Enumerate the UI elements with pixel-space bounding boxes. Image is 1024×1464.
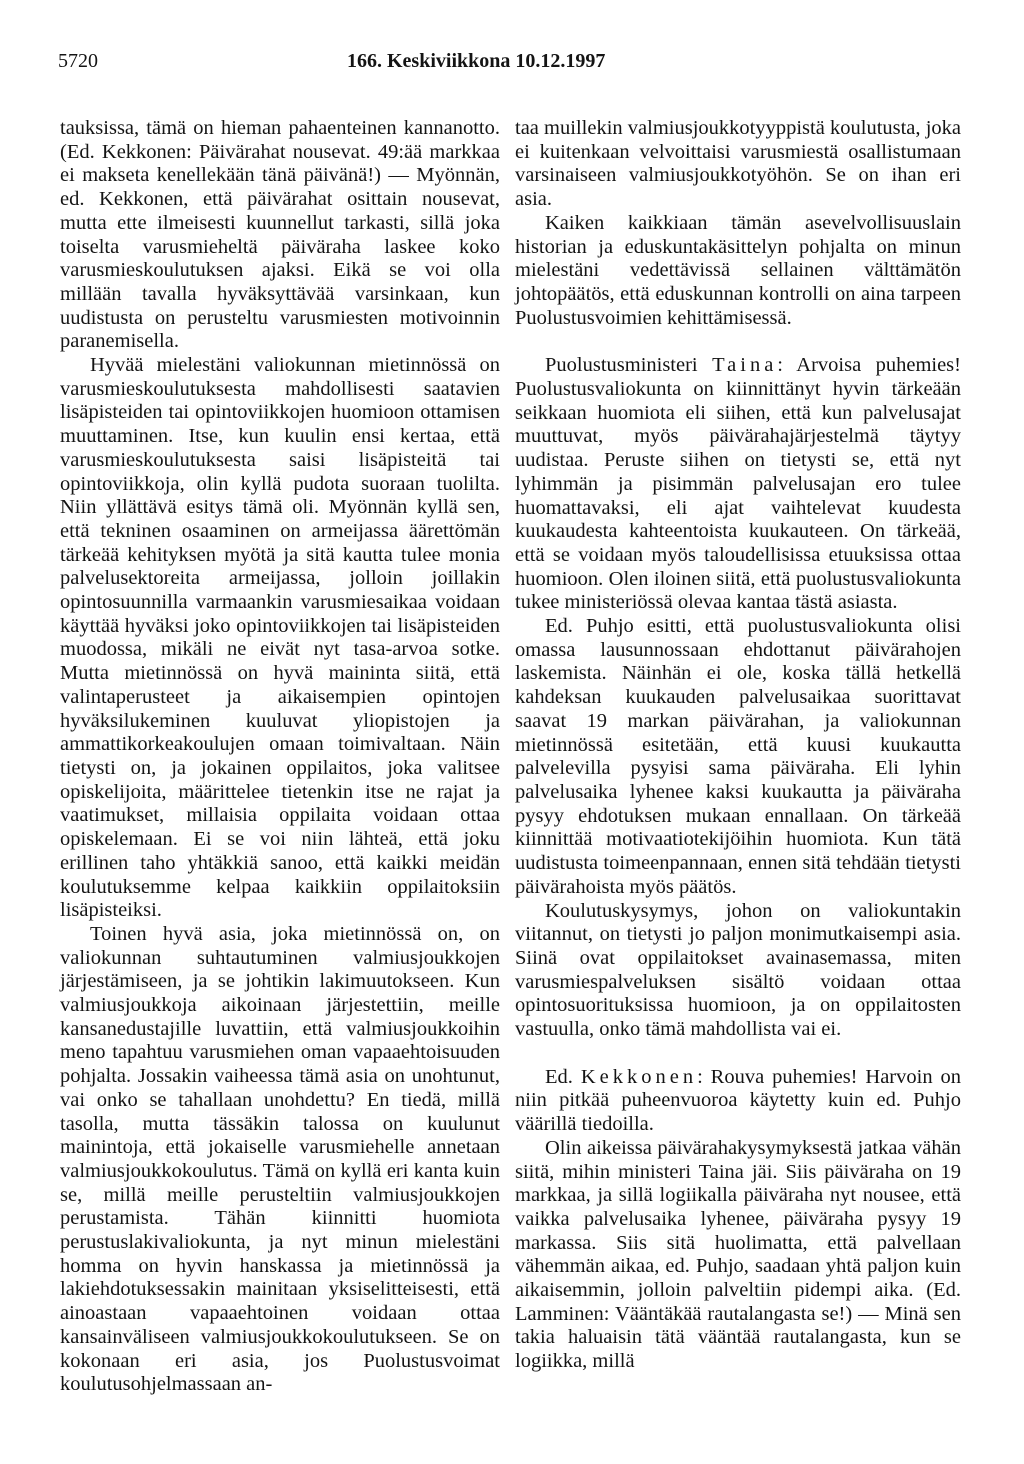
speaker-name: Kekkonen — [580, 1065, 698, 1088]
speech-text: : Rouva puhemies! Harvoin on niin pitkää puheenvuoroa käytetty kuin ed. Puhjo väärillä tiedoilla. — [515, 1065, 961, 1136]
speech-taina — [515, 354, 961, 615]
paragraph: Hyvää mielestäni valiokunnan mietinnössä on varusmieskoulutuksesta mahdollisesti saatavien lisäpisteiden tai opintoviikkojen huomioon ottamisen muuttaminen. Itse, kun kuulin ensi kertaa, että varusmieskoulutuksesta saisi lisäpisteitä tai opintoviikkoja, olin kyllä pudota suoraan tuolilta. Niin yllättävä esitys tämä oli. Myönnän kyllä sen, että tekninen osaaminen on armeijassa äärettömän tärkeää kehityksen myötä ja sitä kautta tulee monia palvelusektoreita armeijassa, jolloin joillakin opintosuunnilla varmaankin varusmiesaikaa voidaan käyttää hyväksi joko opintoviikkojen tai lisäpisteiden muodossa, mikäli ne eivät nyt tasa-arvoa sotke. Mutta mietinnössä on hyvä maininta siitä, että valintaperusteet ja aikaisempien opintojen hyväksilukeminen kuuluvat yliopistojen ja ammattikorkeakoulujen omaan toimivaltaan. Näin tietysti on, ja jokainen oppilaitos, joka valitsee opiskelijoita, määrittelee tietenkin itse ne rajat ja vaatimukset, millaisia oppilaita voidaan ottaa opiskelemaan. Ei se voi niin lähteä, että joku erillinen taho yhtäkkiä sanoo, että kaikki meidän koulutuksemme kelpaa kaikkiin oppilaitoksiin lisäpisteiksi. — [60, 354, 500, 922]
right-column — [515, 117, 961, 1374]
speaker-name: Taina — [712, 354, 778, 377]
paragraph: tauksissa, tämä on hieman pahaenteinen kannanotto. (Ed. Kekkonen: Päivärahat nousevat. 49:ää markkaa ei makseta kenellekään tänä päivänä!) — Myönnän, ed. Kekkonen, että päivärahat osittain nousevat, mutta ette ilmeisesti kuunnellut tarkasti, sillä joka toiselta varusmieheltä päiväraha laskee koko varusmieskoulutuksen ajaksi. Eikä se voi olla millään tavalla hyväksyttävää varsinkaan, kun uudistusta on perusteltu varusmiesten motivoinnin paranemisella. — [60, 117, 500, 353]
paragraph: Ed. Puhjo esitti, että puolustusvaliokunta olisi omassa lausunnossaan ehdottanut päivärahojen laskemista. Näinhän ei ole, koska tällä hetkellä kahdeksan kuukauden palvelusaikaa suorittavat saavat 19 markan päivärahan, ja valiokunnan mietinnössä esitetään, että kuusi kuukautta palvelevilla pysyisi sama päiväraha. Eli lyhin palvelusaika lyhenee kaksi kuukautta ja päiväraha pysyy ehdotuksen mukaan ennallaan. On tärkeää kiinnittää motivaatiotekijöihin huomiota. Kun tätä uudistusta toimeenpannaan, ennen sitä tehdään tietysti päivärahoista myös päätös. — [515, 615, 961, 898]
paragraph: Olin aikeissa päivärahakysymyksestä jatkaa vähän siitä, mihin ministeri Taina jäi. Siis päiväraha on 19 markkaa, ja sillä logiikalla päiväraha nyt nousee, että vaikka palvelusaika lyhenee, päiväraha pysyy 19 markassa. Siis sitä huolimatta, että palvellaan vähemmän aikaa, ed. Puhjo, saadaan yhtä paljon kuin aikaisemmin, jolloin palveltiin pidempi aika. (Ed. Lamminen: Vääntäkää rautalangasta se!) — Minä sen takia haluaisin tätä vääntää rautalangasta, kun se logiikka, millä — [515, 1136, 961, 1373]
session-title: 166. Keskiviikkona 10.12.1997 — [347, 50, 606, 72]
paragraph: Koulutuskysymys, johon on valiokuntakin viitannut, on tietysti jo paljon monimutkaisempi asia. Siinä ovat oppilaitokset avainasemassa, miten varusmiespalveluksen sisältö voidaan ottaa opintosuorituksissa huomioon, ja on oppilaitosten vastuulla, onko tämä mahdollista vai ei. — [515, 899, 961, 1041]
page-number: 5720 — [58, 50, 98, 72]
paragraph: taa muillekin valmiusjoukkotyyppistä koulutusta, joka ei kuitenkaan velvoittaisi varusmiestä osallistumaan varsinaiseen valmiusjoukkotyöhön. Se on ihan eri asia. — [515, 117, 961, 211]
left-column — [60, 117, 500, 1397]
speech-text: : Arvoisa puhemies! Puolustusvaliokunta on kiinnittänyt hyvin tärkeään seikkaan huomiota eli siihen, että kun palvelusajat muuttuvat, myös päivärahajärjestelmä täytyy uudistaa. Peruste siihen on tietysti se, että nyt lyhimmän ja pisimmän palvelusajan ero tulee huomattavaksi, eli ajat vaihtelevat kuudesta kuukaudesta kahteentoista kuukauteen. On tärkeää, että se voidaan myös taloudellisissa etuuksissa ottaa huomioon. Olen iloinen siitä, että puolustusvaliokunta tukee ministeriössä olevaa kantaa tästä asiasta. — [515, 354, 961, 614]
paragraph: Toinen hyvä asia, joka mietinnössä on, on valiokunnan suhtautuminen valmiusjoukkojen järjestämiseen, ja se johtikin lakimuutokseen. Kun valmiusjoukkoja aikoinaan järjestettiin, meille kansanedustajille luvattiin, että valmiusjoukkoihin meno tapahtuu varusmiehen oman vapaaehtoisuuden pohjalta. Jossakin vaiheessa tämä asia on unohtunut, vai onko se tahallaan unohdettu? En tiedä, millä tasolla, mutta tässäkin talossa on kuulunut mainintoja, että jokaiselle varusmiehelle annetaan valmiusjoukkokoulutus. Tämä on kyllä eri kanta kuin se, millä meille perusteltiin valmiusjoukkojen perustamista. Tähän kiinnitti huomiota perustuslakivaliokunta, ja nyt minun mielestäni homma on hyvin hanskassa ja mietinnössä ja lakiehdotuksessakin mainitaan yksiselitteisesti, että ainoastaan vapaaehtoinen voidaan ottaa kansainväliseen valmiusjoukkokoulutukseen. Se on kokonaan eri asia, jos Puolustusvoimat koulutusohjelmassaan an- — [60, 922, 500, 1396]
speech-kekkonen — [515, 1066, 961, 1137]
page-header — [58, 50, 964, 80]
paragraph: Kaiken kaikkiaan tämän asevelvollisuuslain historian ja eduskuntakäsittelyn pohjalta on minun mielestäni vedettävissä sellainen välttämätön johtopäätös, että eduskunnan kontrolli on aina tarpeen Puolustusvoimien kehittämisessä. — [515, 211, 961, 329]
speaker-role: Puolustusministeri — [545, 354, 698, 377]
speaker-role: Ed. — [545, 1065, 573, 1088]
